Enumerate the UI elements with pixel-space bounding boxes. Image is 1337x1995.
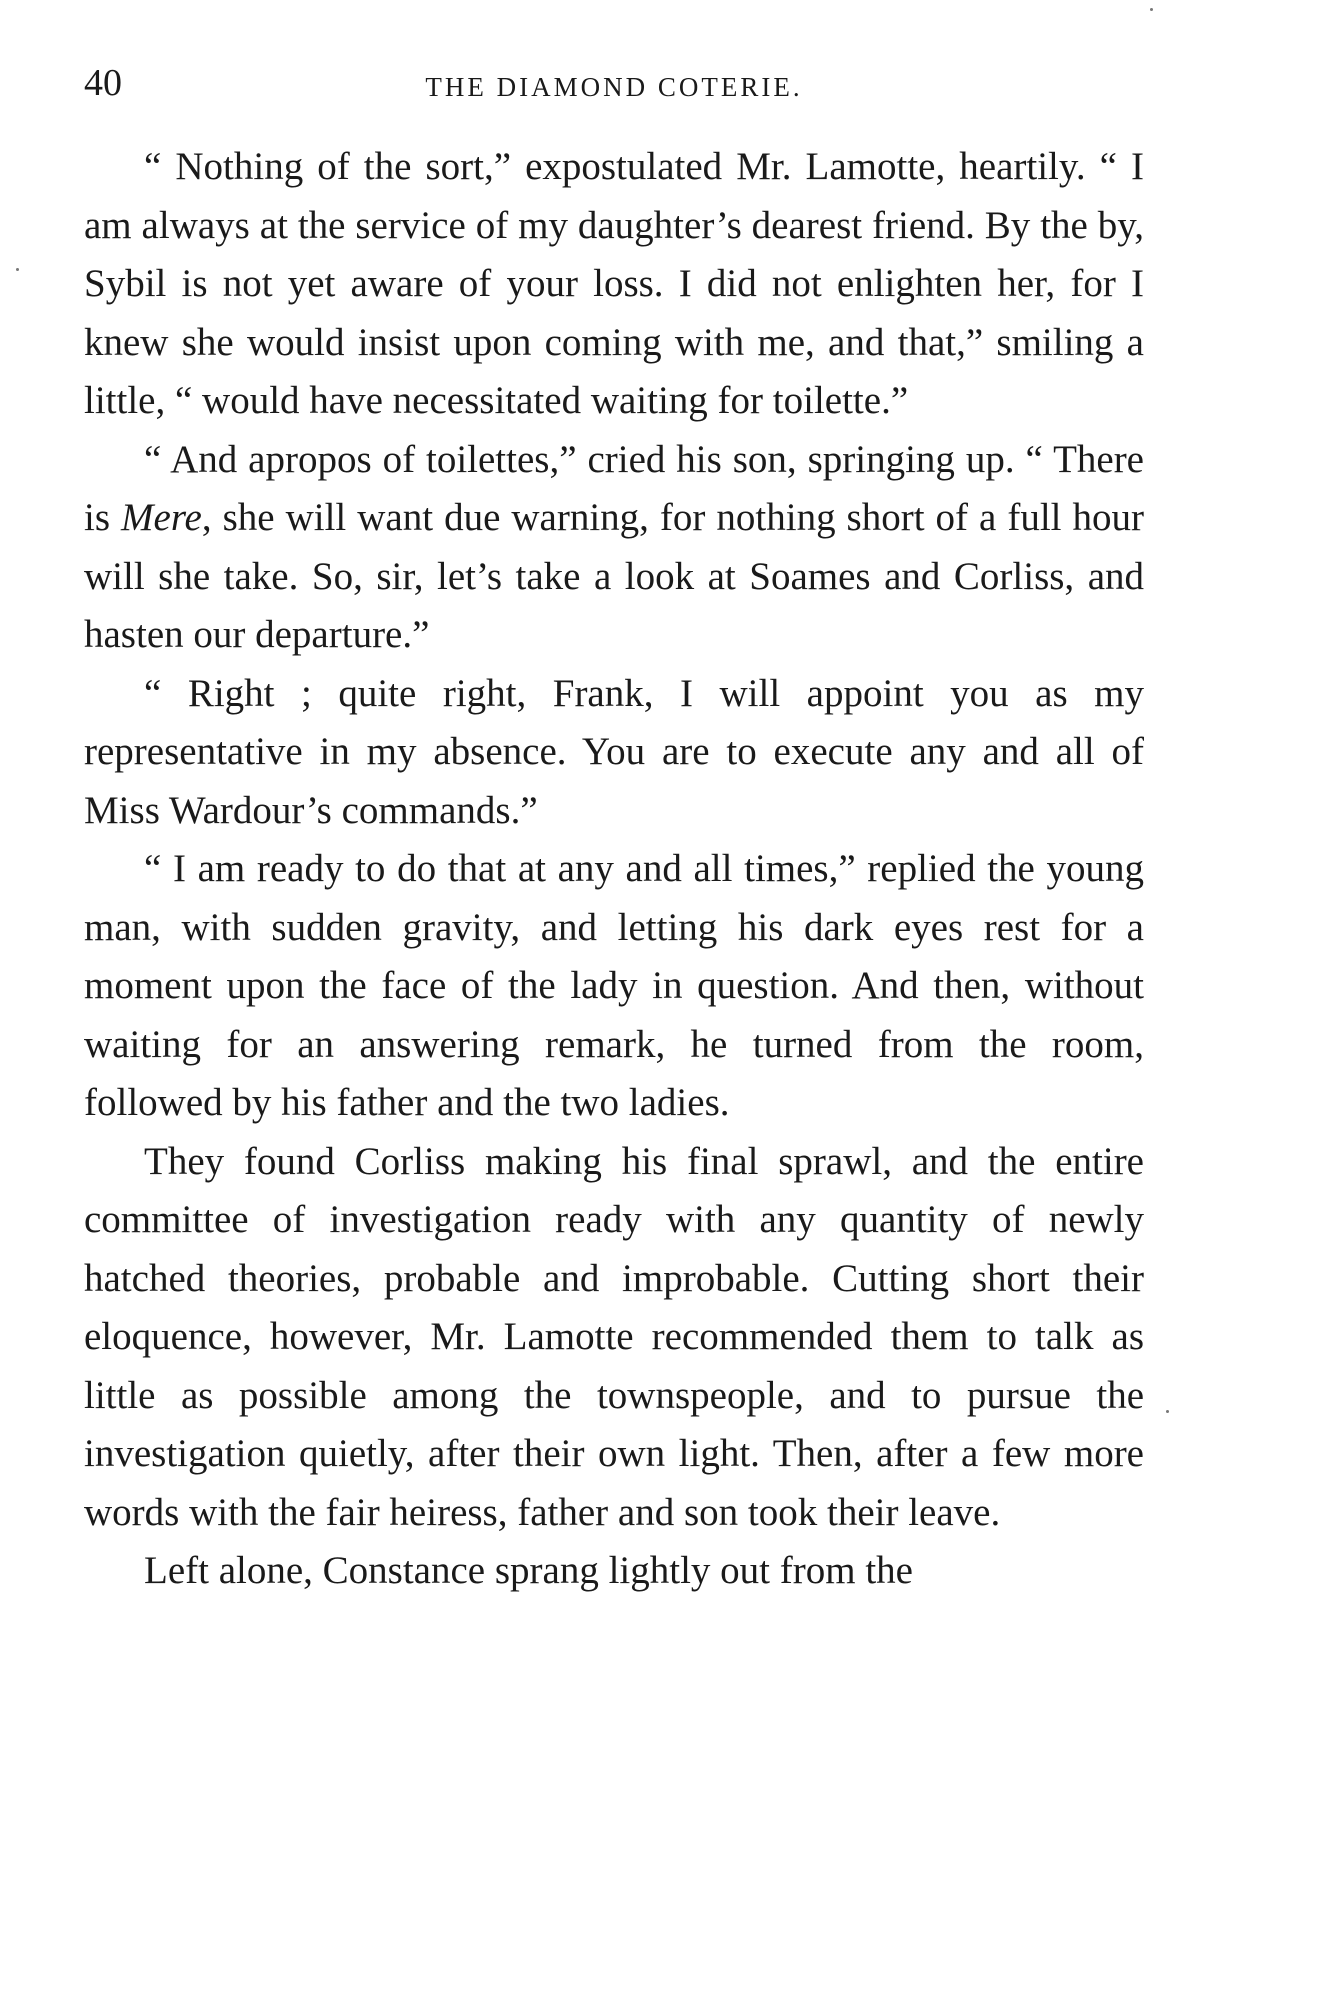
paragraph-2-part-2: , she will want due warning, for nothing short of a full hour will she take. So, sir, let’s take a look at Soames and Corliss, and hasten our departure.” (84, 496, 1144, 656)
scan-speck (16, 268, 19, 271)
paragraph-2-italic-word: Mere (121, 496, 202, 539)
paragraph-5: They found Corliss making his final sprawl, and the entire committee of investigation ready with any quantity of newly hatched theories, probable and improbable. Cutting short their eloquence, however, Mr. Lamotte recommended them to talk as little as possible among the townspeople, and to pursue the investigation quietly, after their own light. Then, after a few more words with the fair heiress, father and son took their leave. (84, 1139, 1144, 1534)
page-number: 40 (84, 62, 122, 104)
paragraph-1: “ Nothing of the sort,” expostulated Mr. Lamotte, heartily. “ I am always at the service of my daughter’s dearest friend. By the by, Sybil is not yet aware of your loss. I did not enlighten her, for I knew she would insist upon coming with me, and that,” smiling a little, “ would have necessitated waiting for toilette.” (84, 145, 1144, 422)
paragraph-2 (84, 431, 1144, 665)
paragraph-6: Left alone, Constance sprang lightly out from the (144, 1549, 913, 1592)
body-text (84, 138, 1144, 1601)
scan-speck (1166, 1410, 1169, 1413)
paragraph-4: “ I am ready to do that at any and all times,” replied the young man, with sudden gravity, and letting his dark eyes rest for a moment upon the face of the lady in question. And then, without waiting for an answering remark, he turned from the room, followed by his father and the two ladies. (84, 847, 1144, 1124)
paragraph-2-part-1: “ And apropos of toilettes,” cried his son, springing up. “ There is (84, 437, 1144, 539)
paragraph-3: “ Right ; quite right, Frank, I will appoint you as my representative in my absence. You are to execute any and all of Miss Wardour’s commands.” (84, 671, 1144, 832)
scan-speck (1150, 8, 1153, 11)
running-head (84, 58, 1144, 108)
running-title: THE DIAMOND COTERIE. (425, 72, 803, 102)
